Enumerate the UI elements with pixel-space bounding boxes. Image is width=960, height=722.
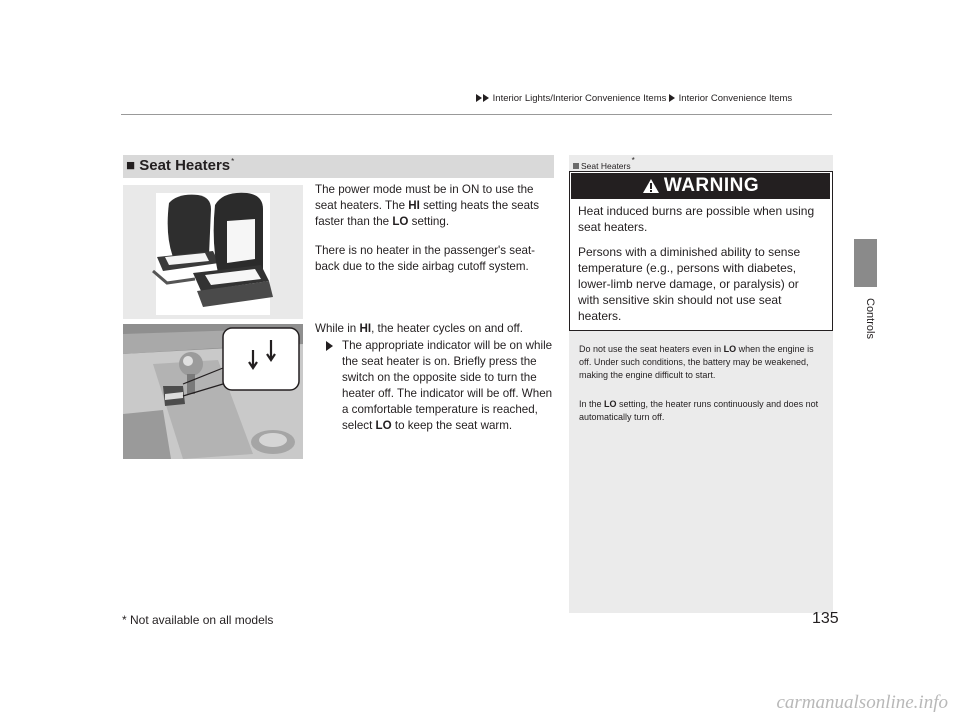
pointer-arrow-icon xyxy=(326,341,333,351)
chapter-tab-label: Controls xyxy=(864,298,876,339)
breadcrumb-item-2: Interior Convenience Items xyxy=(678,93,793,104)
warning-text-burns: Heat induced burns are possible when using seat heaters. xyxy=(578,204,815,234)
warning-triangle-icon xyxy=(642,178,660,194)
section-bullet-icon: ■ xyxy=(126,157,136,174)
seat-heater-switch-illustration xyxy=(123,324,303,459)
indicator-instruction: The appropriate indicator will be on while the seat heater is on. Briefly press the switch on the opposite side to turn the heater off. The indicator will be off. When a comfortable temperature is reached, select LO to keep the seat warm. xyxy=(330,338,555,434)
breadcrumb-arrow-icon xyxy=(483,94,489,102)
section-title-text: Seat Heaters xyxy=(139,157,231,174)
breadcrumb-arrow-icon xyxy=(669,94,675,102)
chapter-tab-marker xyxy=(854,239,877,287)
page-number: 135 xyxy=(812,610,839,627)
paragraph-hi-cycle: While in HI, the heater cycles on and off. xyxy=(315,322,523,335)
note-square-icon xyxy=(573,163,579,169)
warning-label: WARNING xyxy=(663,175,760,196)
paragraph-passenger-seat: There is no heater in the passenger's seat-back due to the side airbag cutoff system. xyxy=(315,244,536,273)
paragraph-power-mode: The power mode must be in ON to use the seat heaters. The HI setting heats the seats faster than the LO setting. xyxy=(315,183,540,228)
notes-title: Seat Heaters* xyxy=(573,156,635,171)
warning-text-sensitivity: Persons with a diminished ability to sense temperature (e.g., persons with diabetes, lower-limb nerve damage, or paralysis) or with sensitive skin should not use seat heaters. xyxy=(578,245,801,323)
breadcrumb-arrow-icon xyxy=(476,94,482,102)
seat-heater-illustration xyxy=(123,185,303,319)
warning-header xyxy=(571,173,830,199)
breadcrumb-item-1: Interior Lights/Interior Convenience Items xyxy=(492,93,667,104)
watermark: carmanualsonline.info xyxy=(776,692,948,713)
section-title xyxy=(126,157,234,174)
note-lo-setting: In the LO setting, the heater runs continuously and does not automatically turn off. xyxy=(579,399,819,422)
footnote: * Not available on all models xyxy=(122,613,274,627)
header-divider xyxy=(121,114,832,115)
footnote-marker: * xyxy=(231,157,235,166)
note-engine-off: Do not use the seat heaters even in LO when the engine is off. Under such conditions, the battery may be weakened, making the engine difficult to start. xyxy=(579,344,814,380)
breadcrumb xyxy=(476,93,792,104)
